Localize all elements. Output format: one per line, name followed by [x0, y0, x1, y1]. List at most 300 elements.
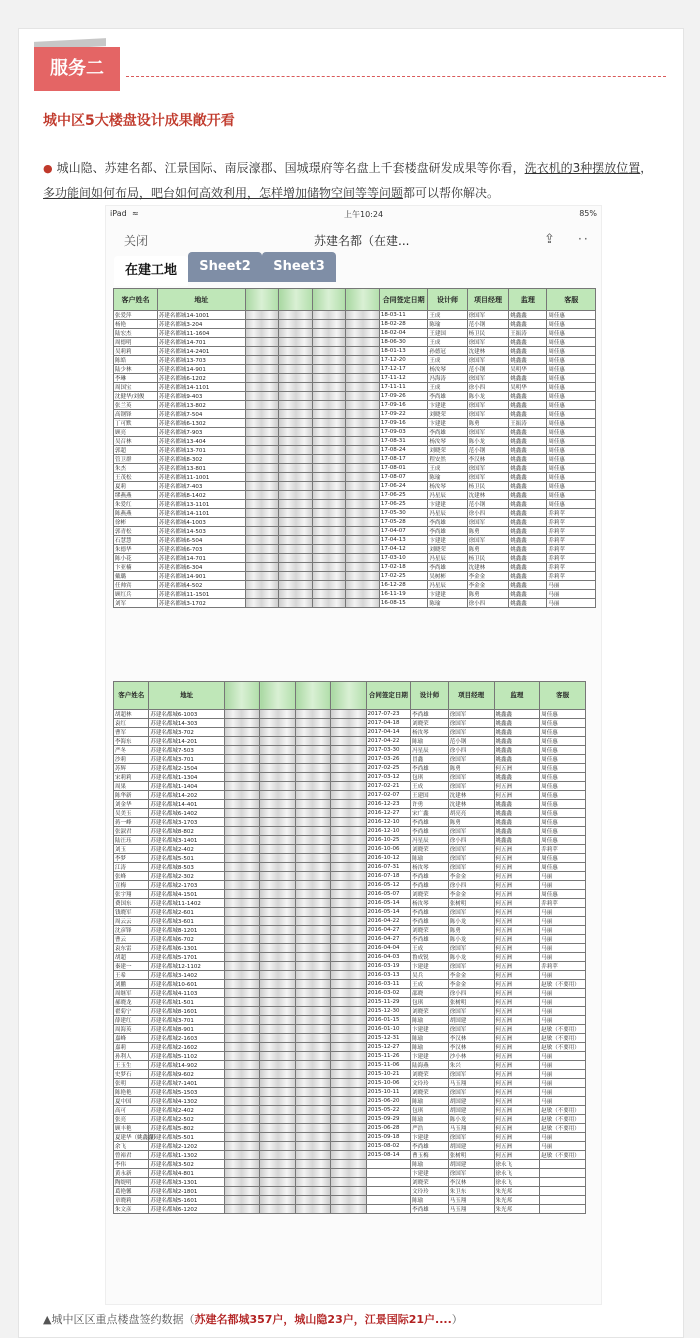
table-cell — [224, 1169, 259, 1178]
table-cell: 姚鑫鑫 — [509, 428, 547, 437]
table-row — [114, 581, 596, 590]
table-cell — [331, 1097, 366, 1106]
table-cell — [224, 782, 259, 791]
table-cell: 徐国军 — [467, 410, 509, 419]
intro-text-2: ， — [640, 161, 653, 175]
table-cell: 冯星辰 — [428, 581, 467, 590]
table-cell: 姚鑫鑫 — [509, 410, 547, 419]
table-cell: 徐国军 — [467, 473, 509, 482]
table-cell: 徐国军 — [448, 719, 494, 728]
table-cell — [260, 863, 295, 872]
column-header: 客户姓名 — [114, 682, 149, 710]
table-cell — [295, 1124, 330, 1133]
table-cell: 2016-12-27 — [366, 809, 411, 818]
table-cell: 周佳惠 — [547, 455, 596, 464]
table-cell: 张树明 — [448, 1151, 494, 1160]
table-cell — [331, 863, 366, 872]
table-cell: 2015-10-11 — [366, 1088, 411, 1097]
table-cell — [312, 518, 346, 527]
table-cell — [245, 572, 279, 581]
table-cell: 徐国军 — [448, 773, 494, 782]
table-cell: 2015-10-21 — [366, 1070, 411, 1079]
table-cell: 姚鑫鑫 — [494, 728, 540, 737]
table-cell — [295, 1016, 330, 1025]
table-cell — [224, 728, 259, 737]
table-cell — [312, 572, 346, 581]
table-cell: 夏莉 — [114, 482, 158, 491]
table-cell: 姚鑫鑫 — [494, 755, 540, 764]
table-cell: 2016-12-10 — [366, 827, 411, 836]
table-cell — [346, 509, 380, 518]
table-cell — [346, 365, 380, 374]
table-cell: 苏建名都城14-901 — [157, 572, 245, 581]
table-cell: 周佳惠 — [547, 311, 596, 320]
table-cell: 何五洲 — [494, 989, 540, 998]
table-cell: 冒鑫 — [411, 755, 449, 764]
table-row — [114, 446, 596, 455]
column-header: 地址 — [157, 289, 245, 311]
table-cell — [331, 746, 366, 755]
table-row — [114, 1016, 586, 1025]
table-cell: 陈勇 — [448, 764, 494, 773]
table-cell: 李汉林 — [448, 1043, 494, 1052]
table-row — [114, 437, 596, 446]
table-cell — [295, 1034, 330, 1043]
table-cell: 苏建名都城3-502 — [149, 1160, 224, 1169]
table-cell: 姚鑫鑫 — [509, 473, 547, 482]
section-subtitle: 城中区5大楼盘设计成果敞开看 — [43, 113, 235, 129]
table-cell: 马丽 — [540, 881, 586, 890]
table-cell — [295, 1151, 330, 1160]
table-cell — [312, 509, 346, 518]
table-cell — [346, 437, 380, 446]
table-row — [114, 329, 596, 338]
table-cell: 何五洲 — [494, 854, 540, 863]
table-cell: 徐国军 — [448, 863, 494, 872]
table-row — [114, 989, 586, 998]
table-cell — [224, 1178, 259, 1187]
table-cell: 17-09-16 — [379, 401, 428, 410]
figure-caption — [43, 1311, 463, 1327]
table-cell: 苏建名都城2-601 — [149, 908, 224, 917]
table-cell: 周佳惠 — [547, 338, 596, 347]
table-cell: 何五洲 — [494, 1061, 540, 1070]
table-cell: 马丽 — [540, 1079, 586, 1088]
table-cell: 马丽 — [540, 953, 586, 962]
table-cell: 2016-12-10 — [366, 818, 411, 827]
table-cell: 冯星辰 — [428, 491, 467, 500]
table-row — [114, 590, 596, 599]
table-row — [114, 374, 596, 383]
table-cell: 徐国军 — [467, 428, 509, 437]
column-header: 监理 — [509, 289, 547, 311]
table-cell: 刘晓荣 — [428, 545, 467, 554]
table-row — [114, 1151, 586, 1160]
table-cell: 苏建名都城7-504 — [157, 410, 245, 419]
table-cell — [295, 935, 330, 944]
table-row — [114, 737, 586, 746]
table-cell: 2016-05-07 — [366, 890, 411, 899]
table-cell — [260, 728, 295, 737]
table-cell — [331, 1106, 366, 1115]
table-cell: 何五洲 — [494, 998, 540, 1007]
table-cell: 17-08-31 — [379, 437, 428, 446]
table-cell — [331, 854, 366, 863]
table-cell: 朱德华 — [114, 545, 158, 554]
table-cell — [312, 563, 346, 572]
table-cell: 苏建名都城14-1101 — [157, 509, 245, 518]
table-cell — [312, 527, 346, 536]
table-row — [114, 818, 586, 827]
table-cell: 2015-08-02 — [366, 1142, 411, 1151]
table-cell: 苏建名都城14-701 — [157, 338, 245, 347]
table-cell: 王玉生 — [114, 1061, 149, 1070]
table-cell: 姚鑫鑫 — [494, 800, 540, 809]
table-cell: 陈小龙 — [448, 1115, 494, 1124]
table-cell: 何五洲 — [494, 935, 540, 944]
table-cell: 朱文彦 — [114, 1205, 149, 1214]
table-cell: 17-11-11 — [379, 383, 428, 392]
table-row — [114, 719, 586, 728]
table-cell — [295, 1106, 330, 1115]
table-cell: 何五洲 — [494, 899, 540, 908]
table-cell: 孙德冠 — [428, 347, 467, 356]
table-cell: 蒋一峰 — [114, 818, 149, 827]
sheet-tabs — [106, 252, 601, 286]
table-cell: 2017-04-14 — [366, 728, 411, 737]
table-cell: 章晓莉 — [114, 1196, 149, 1205]
table-cell: 2016-05-14 — [366, 908, 411, 917]
table-cell: 周佳惠 — [547, 419, 596, 428]
table-cell — [245, 509, 279, 518]
table-cell — [366, 1160, 411, 1169]
share-icon[interactable]: ⇪ — [544, 232, 555, 247]
table-cell: 苏建名都城3-1402 — [149, 971, 224, 980]
table-cell: 苏建名都城4-502 — [157, 581, 245, 590]
table-cell: 马丽 — [540, 872, 586, 881]
table-cell: 缪燕燕 — [114, 491, 158, 500]
table-cell — [331, 791, 366, 800]
table-cell: 江涛 — [114, 863, 149, 872]
table-cell: 17-06-24 — [379, 482, 428, 491]
table-cell — [224, 890, 259, 899]
table-cell: 马丽 — [540, 917, 586, 926]
table-cell — [295, 836, 330, 845]
table-cell — [245, 365, 279, 374]
table-cell — [331, 980, 366, 989]
table-row — [114, 845, 586, 854]
table-cell: 徐国军 — [448, 782, 494, 791]
table-cell — [312, 410, 346, 419]
table-cell: 卞亚楠 — [114, 563, 158, 572]
table-cell — [331, 1088, 366, 1097]
tab-sheet-active[interactable]: 在建工地 — [114, 256, 188, 286]
column-header — [260, 682, 295, 710]
table-row — [114, 1079, 586, 1088]
table-cell — [224, 719, 259, 728]
table-cell: 王成 — [428, 464, 467, 473]
table-cell: 何五洲 — [494, 1115, 540, 1124]
table-cell — [224, 872, 259, 881]
table-cell — [312, 491, 346, 500]
table-cell: 苏建名都城11-1604 — [157, 329, 245, 338]
table-cell — [295, 1115, 330, 1124]
table-cell: 刘晓荣 — [411, 926, 449, 935]
table-cell: 马玉翔 — [448, 1205, 494, 1214]
column-header: 合同签定日期 — [366, 682, 411, 710]
table-cell: 徐国军 — [467, 374, 509, 383]
table-cell: 姚鑫鑫 — [509, 311, 547, 320]
table-cell — [346, 419, 380, 428]
table-cell: 周佳惠 — [540, 890, 586, 899]
column-header: 客服 — [547, 289, 596, 311]
table-cell: 胡国建 — [448, 1097, 494, 1106]
table-cell — [224, 809, 259, 818]
table-cell: 卞建建 — [428, 536, 467, 545]
table-cell: 马丽 — [540, 1052, 586, 1061]
table-cell — [331, 1142, 366, 1151]
table-cell — [224, 1133, 259, 1142]
table-cell: 周佳惠 — [547, 374, 596, 383]
table-cell: 2016-05-14 — [366, 899, 411, 908]
table-cell: 何五洲 — [494, 980, 540, 989]
table-cell: 王成 — [428, 311, 467, 320]
table-cell: 2016-03-19 — [366, 962, 411, 971]
table-cell: 石慧慧 — [114, 536, 158, 545]
column-header — [279, 289, 313, 311]
table-cell: 苏建名都城2-402 — [149, 845, 224, 854]
column-header: 地址 — [149, 682, 224, 710]
table-cell: 徐国军 — [448, 1133, 494, 1142]
table-row — [114, 773, 586, 782]
table-row — [114, 536, 596, 545]
table-cell — [331, 926, 366, 935]
table-cell: 马丽 — [540, 926, 586, 935]
table-cell — [331, 809, 366, 818]
table-cell — [295, 809, 330, 818]
table-cell: 徐小四 — [448, 989, 494, 998]
table-cell — [245, 383, 279, 392]
table-cell — [260, 1187, 295, 1196]
table-cell: 苏建名都城3-1702 — [157, 599, 245, 608]
table-cell: 2017-02-07 — [366, 791, 411, 800]
table-cell: 何五洲 — [494, 1079, 540, 1088]
table-cell — [312, 599, 346, 608]
table-cell — [331, 773, 366, 782]
table-cell: 苏建名都城4-1302 — [149, 1097, 224, 1106]
table-cell: 陶缇明 — [114, 1178, 149, 1187]
table-cell: 周佳惠 — [547, 437, 596, 446]
table-row — [114, 899, 586, 908]
table-cell — [260, 1097, 295, 1106]
table-cell: 马丽 — [540, 935, 586, 944]
table-cell: 王成 — [428, 356, 467, 365]
table-cell — [331, 1169, 366, 1178]
table-cell: 陈瑜 — [428, 599, 467, 608]
table-cell: 苏建名都城13-703 — [157, 356, 245, 365]
table-cell: 范小钢 — [467, 365, 509, 374]
table-cell — [260, 962, 295, 971]
table-cell: 何五洲 — [494, 953, 540, 962]
table-cell: 姚鑫鑫 — [509, 509, 547, 518]
table-cell: 冯星辰 — [411, 836, 449, 845]
table-cell: 2016-10-25 — [366, 836, 411, 845]
table-cell — [331, 719, 366, 728]
table-cell — [331, 1034, 366, 1043]
table-cell — [540, 1160, 586, 1169]
table-cell — [279, 473, 313, 482]
table-cell: 姚鑫鑫 — [509, 338, 547, 347]
table-cell — [331, 1007, 366, 1016]
table-cell: 姚鑫鑫 — [494, 773, 540, 782]
table-cell: 卞建建 — [411, 1133, 449, 1142]
table-row — [114, 1088, 586, 1097]
table-cell — [366, 1196, 411, 1205]
table-cell — [279, 356, 313, 365]
table-cell — [260, 1061, 295, 1070]
table-cell — [295, 1070, 330, 1079]
table-cell — [295, 1061, 330, 1070]
table-cell: 2016-04-03 — [366, 953, 411, 962]
table-cell — [279, 320, 313, 329]
table-row — [114, 383, 596, 392]
table-cell — [331, 962, 366, 971]
tab-sheet3[interactable]: Sheet3 — [262, 252, 336, 282]
table-cell: 刘金华 — [114, 800, 149, 809]
table-cell — [260, 872, 295, 881]
table-row — [114, 908, 586, 917]
table-cell: 范小钢 — [467, 320, 509, 329]
table-cell: 2016-04-27 — [366, 926, 411, 935]
table-row — [114, 872, 586, 881]
table-cell — [224, 764, 259, 773]
table-cell: 邵晓 — [411, 989, 449, 998]
table-cell: 苏建名都城2-1703 — [149, 881, 224, 890]
table-cell: 周佳惠 — [540, 836, 586, 845]
table-row — [114, 998, 586, 1007]
table-cell: 17-06-25 — [379, 500, 428, 509]
table-cell: 程安然 — [428, 455, 467, 464]
table-cell: 姚鑫鑫 — [509, 401, 547, 410]
table-cell — [295, 1007, 330, 1016]
table-cell: 苏建名都城7-1401 — [149, 1079, 224, 1088]
table-cell: 2016-01-15 — [366, 1016, 411, 1025]
table-cell: 朱爱红 — [114, 500, 158, 509]
tab-sheet2[interactable]: Sheet2 — [188, 252, 262, 282]
table-cell — [331, 1196, 366, 1205]
table-cell: 苏建名都城14-1101 — [157, 383, 245, 392]
table-cell: 何五洲 — [494, 782, 540, 791]
table-cell: 何五洲 — [494, 1070, 540, 1079]
table-cell — [245, 428, 279, 437]
table-cell — [245, 518, 279, 527]
column-header — [346, 289, 380, 311]
table-cell: 周佳惠 — [540, 728, 586, 737]
table-row — [114, 710, 586, 719]
table-cell: 卞建建 — [428, 500, 467, 509]
table-cell: 李尚雄 — [411, 818, 449, 827]
table-cell: 2017-03-30 — [366, 746, 411, 755]
table-cell — [224, 1061, 259, 1070]
table-cell: 2015-11-06 — [366, 1061, 411, 1070]
table-cell: 2016-03-02 — [366, 989, 411, 998]
table-cell: 苏建名都城1-1304 — [149, 773, 224, 782]
table-cell: 李金金 — [467, 581, 509, 590]
table-cell: 李梦 — [114, 854, 149, 863]
table-cell — [331, 899, 366, 908]
table-cell — [331, 872, 366, 881]
table-cell: 徐彬 — [114, 518, 158, 527]
table-cell — [279, 437, 313, 446]
table-cell: 陈瑜 — [428, 320, 467, 329]
table-cell: 2015-12-27 — [366, 1043, 411, 1052]
table-cell: 丁可默 — [114, 419, 158, 428]
table-row — [114, 545, 596, 554]
table-cell: 17-12-17 — [379, 365, 428, 374]
table-row — [114, 482, 596, 491]
table-cell: 17-02-18 — [379, 563, 428, 572]
table-cell: 姚鑫鑫 — [509, 563, 547, 572]
table-cell: 何五洲 — [494, 845, 540, 854]
table-cell: 史梦石 — [114, 1070, 149, 1079]
table-cell — [279, 482, 313, 491]
table-cell: 陈瑜 — [411, 1016, 449, 1025]
table-row — [114, 935, 586, 944]
table-cell: 苏建名都城2-1202 — [149, 1142, 224, 1151]
table-cell: 赵敏（不要用） — [540, 1151, 586, 1160]
table-cell: 徐永飞 — [494, 1160, 540, 1169]
table-cell: 2017-03-26 — [366, 755, 411, 764]
table-cell — [312, 311, 346, 320]
table-cell — [279, 446, 313, 455]
table-cell: 苏建名都城12-1102 — [149, 962, 224, 971]
close-button[interactable]: 关闭 — [124, 234, 149, 248]
table-cell: 马丽 — [547, 590, 596, 599]
table-cell — [245, 455, 279, 464]
table-cell: 苏建名都城14-901 — [157, 365, 245, 374]
table-cell — [245, 581, 279, 590]
table-cell: 乔莉苹 — [547, 545, 596, 554]
table-cell: 杨卫民 — [467, 482, 509, 491]
table-cell: 李尚雄 — [411, 764, 449, 773]
table-cell: 何五洲 — [494, 944, 540, 953]
table-cell: 顾丰艳 — [114, 1124, 149, 1133]
table-cell — [312, 383, 346, 392]
table-cell — [260, 1205, 295, 1214]
table-cell — [295, 890, 330, 899]
table-cell — [312, 581, 346, 590]
more-icon[interactable]: ·· — [578, 232, 590, 246]
column-header: 项目经理 — [448, 682, 494, 710]
column-header: 监理 — [494, 682, 540, 710]
table-cell — [346, 572, 380, 581]
table-cell — [279, 581, 313, 590]
table-cell: 苏建名都城14-401 — [149, 800, 224, 809]
table-cell: 包琪 — [411, 998, 449, 1007]
table-cell — [312, 401, 346, 410]
table-cell — [295, 854, 330, 863]
table-cell: 陈小龙 — [448, 953, 494, 962]
table-cell — [245, 410, 279, 419]
table-cell: 杨汝琴 — [411, 863, 449, 872]
table-cell: 乔莉苹 — [547, 527, 596, 536]
table-cell: 乔莉苹 — [547, 563, 596, 572]
table-cell: 王建国 — [428, 329, 467, 338]
table-cell: 徐国军 — [448, 854, 494, 863]
table-row — [114, 1061, 586, 1070]
table-cell: 2016-04-22 — [366, 917, 411, 926]
table-cell — [295, 800, 330, 809]
